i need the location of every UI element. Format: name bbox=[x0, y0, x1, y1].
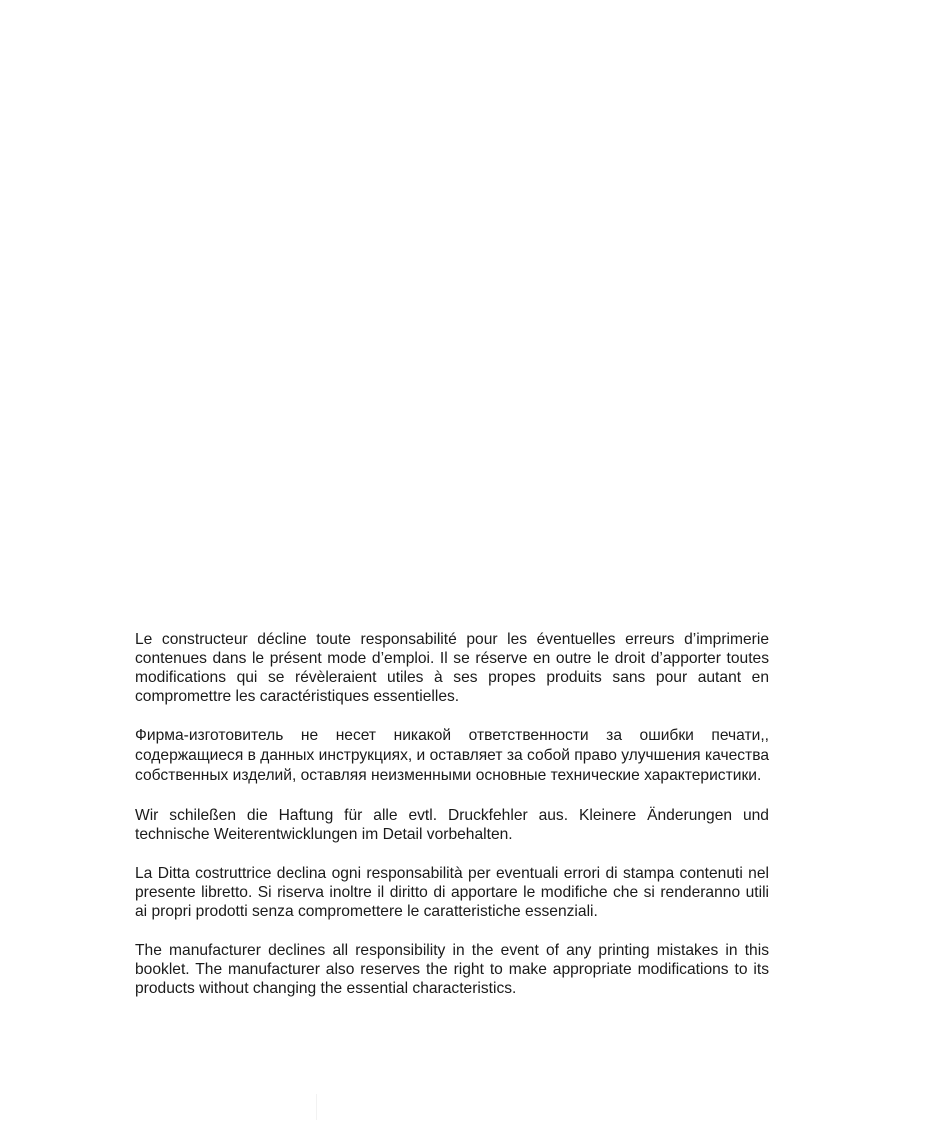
disclaimer-block bbox=[135, 630, 769, 998]
crop-mark bbox=[316, 1094, 317, 1120]
disclaimer-english: The manufacturer declines all responsibility in the event of any printing mistakes in this booklet. The manufacturer also reserves the right to make appropriate modifications to its products without changing the essential characteristics. bbox=[135, 942, 769, 997]
disclaimer-french: Le constructeur décline toute responsabilité pour les éventuelles erreurs d’imprimerie contenues dans le présent mode d’emploi. Il se réserve en outre le droit d’apporter toutes modifications qui se révèleraient utiles à ses propes produits sans pour autant en compromettre les caractéristiques essentielles. bbox=[135, 631, 769, 705]
disclaimer-german: Wir schileßen die Haftung für alle evtl. Druckfehler aus. Kleinere Änderungen und technische Weiterentwicklungen im Detail vorbehalten. bbox=[135, 807, 769, 843]
disclaimer-italian: La Ditta costruttrice declina ogni responsabilità per eventuali errori di stampa contenuti nel presente libretto. Si riserva inoltre il diritto di apportare le modifiche che si renderanno utili ai propri prodotti senza compromettere le caratteristiche essenziali. bbox=[135, 865, 769, 920]
disclaimer-russian: Фирма-изготовитель не несет никакой ответственности за ошибки печати,, содержащиеся в данных инструкциях, и оставляет за собой право улучшения качества собственных изделий, оставляя неизменными основные технические характеристики. bbox=[135, 727, 769, 784]
